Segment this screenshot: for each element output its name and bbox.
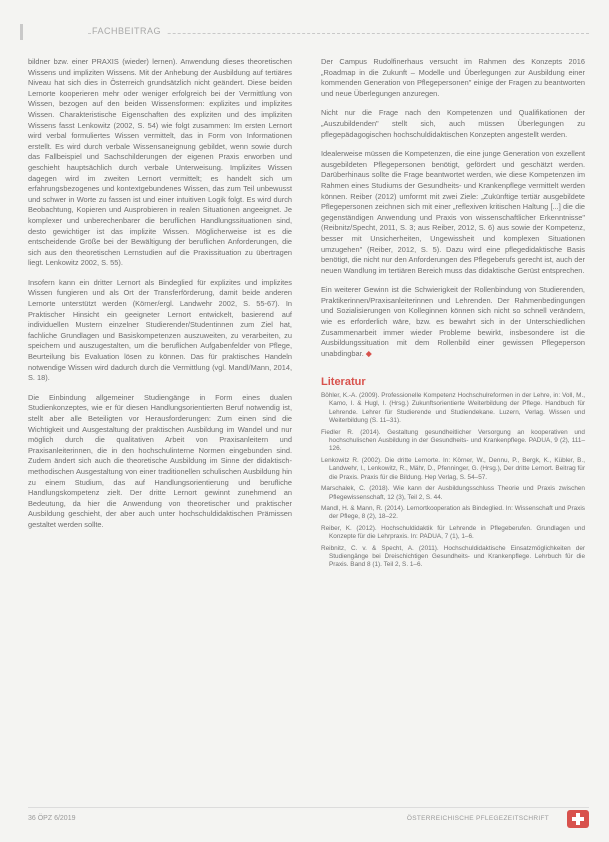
reference-item: Fiedler R. (2014). Gestaltung gesundheitlicher Versorgung an kooperativen und hochschulischen Ausbildung in der Gesundheits- und Krankenpflege. PADUA, 9 (2), 111–126. xyxy=(321,428,585,453)
section-kicker: FACHBEITRAG xyxy=(92,26,167,36)
cross-logo-icon xyxy=(567,810,589,828)
reference-item: Lenkowitz R. (2002). Die dritte Lernorte. In: Körner, W., Dennu, P., Bergk, K., Kübler, B., Landwehr, I., Lenkowitz, R., Mähr, D., Pfenninger, G. (Hrsg.), Der dritte Lernort. Beitrag für die Praxis. Praxis für die Bildung. Hep Verlag, S. 54–57. xyxy=(321,456,585,481)
closing-paragraph-text: Ein weiterer Gewinn ist die Schwierigkeit der Rollenbindung von Studierenden, Praktikerinnen/Praxisanleiterinnen und Lehrenden. Der Rahmenbedingungen und Sozialisierungen von Kolleginnen können sich nicht so schnell verändern, wie es erforderlich wäre, bzw. es bewahrt sich in der Unterschiedlichen Zusammenarbeit immer wieder Probleme bewirkt, insbesondere ist die Ausbildungssituation mit dem Rollenbild einer gewissen Pflegeperson unabdingbar. xyxy=(321,285,585,358)
reference-item: Böhler, K.-A. (2009). Professionelle Kompetenz Hochschulreformen in der Lehre, in: Voll, M., Kamo, I. & Hugl, I. (Hrsg.) Zukunftsorientierte Weiterbildung der Pflege. Handbuch für Lehrende. Lehrer für Studierende und Studiendekane. Luzern, Verlag. Wissen und Weiterbildung (S. 11–31). xyxy=(321,392,585,425)
reference-item: Reibnitz, C. v. & Specht, A. (2011). Hochschuldidaktische Einsatzmöglichkeiten der Studiengänge bei Dreischichtigen Gesundheits- und Krankenpflege. Lehrbuch für die Praxis. Band 8 (1). Teil 2, S. 1–6. xyxy=(321,544,585,569)
page-footer xyxy=(28,807,589,828)
reference-item: Reiber, K. (2012). Hochschuldidaktik für Lehrende in Pflegeberufen. Grundlagen und Konzepte für die Lehrpraxis. In: PADUA, 7 (1), 1–6. xyxy=(321,524,585,541)
reference-item: Mandl, H. & Mann, R. (2014). Lernortkooperation als Bindeglied. In: Wissenschaft und Praxis der Pflege, 8 (2), 18–22. xyxy=(321,504,585,521)
body-paragraph: Idealerweise müssen die Kompetenzen, die eine junge Generation von exzellent ausgebildeten Pflegepersonen benötigt, gefördert und geschätzt werden. Darüberhinaus sollte die Frage beantwortet werden, wie diese Kompetenzen im Rahmen eines Studiums der Gesundheits- und Krankenpflege vermittelt werden können. Reiber (2012) umformt mit zwei Ziele: „Zukünftige tertiär ausgebildete Pflegepersonen zeichnen sich mit einer „reflexiven kritischen Haltung [...] die die gegenständigen Anwendung und Praxis von wissenschaftlicher Erkenntnisse" (Reibnitz/Specht, 2011, S. 3; aus Reiber, 2012, S. 6) aus sowie der Kompetenz, besser mit Unsicherheiten, Ungewissheit und komplexen Situationen umzugehen" (Reiber, 2012, S. 5). Dazu wird eine pflegedidaktische Basis benötigt, die nicht nur den Anforderungen des Pflegeberufs gerecht ist, auch der neuen Wandlung im tertiären Bereich muss das didaktische Gerüst entsprechen. xyxy=(321,149,585,275)
literature-heading: Literatur xyxy=(321,376,366,389)
running-header xyxy=(0,24,609,42)
body-paragraph: Die Einbindung allgemeiner Studiengänge in Form eines dualen Studienkonzeptes, wie er für diesen Handlungsorientierten Beruf notwendig ist, stellt aber alle Beteiligten vor Herausforderungen: Zum einen sind die Wichtigkeit und Ausgestaltung der praktischen Ausbildung im Wandel und nur möglich durch die qualitativen Arbeit von Praxisanleitern und Praxisanleiterinnen, die in den hochschulinterne Normen eingebunden sind. Zudem ändert sich auch die theoretische Ausbildung im Sinne der didaktisch-methodischen Ausgestaltung von einer traditionellen schulischen Ausbildung hin zu einem Studium, das auf Handlungsorientierung und berufliche Handlungskompetenz zielt. Der dritte Lernort gewinnt zunehmend an Bedeutung, da hier die Anwendung von theoretischer und praktischer Ausbildung geschieht, der aber auch unter hochschuldidaktischen Prämissen gestaltet werden sollte. xyxy=(28,392,292,529)
right-column xyxy=(321,57,585,573)
journal-name: ÖSTERREICHISCHE PFLEGEZEITSCHRIFT xyxy=(406,815,549,822)
body-paragraph: Insofern kann ein dritter Lernort als Bindeglied für explizites und implizites Wissen fungieren und als Ort der Transferförderung, damit beide anderen Lernorte unterstützt werden (Körner/ergl. Landwehr 2002, S. 55-67). In Praktischer Hinsicht ein geeigneter Lernort entwickelt, basierend auf individuellen Mustern einzelner Studierender/Studentinnen zum Ziel hat, fachliche Grundlagen und Basiskompetenzen auszuweiten, zu verarbeiten, zu speichern und auszugestalten, um die beruflichen Aufgabenfelder von Pflege, Beurteilung bis Evaluation lösen zu können. Das für praktisches Handeln notwendige Wissen wird dadurch durch die Vermittlung (vgl. Mandl/Mann, 2014, S. 18). xyxy=(28,277,292,383)
header-marker xyxy=(20,24,23,40)
reference-item: Marschalek, C. (2018). Wie kann der Ausbildungsschluss Theorie und Praxis zwischen Pflegewissenschaft, 12 (3), Teil 2, S. 44. xyxy=(321,485,585,501)
body-paragraph xyxy=(321,285,585,359)
body-paragraph: Der Campus Rudolfinerhaus versucht im Rahmen des Konzepts 2016 „Roadmap in die Zukunft – Modelle und Überlegungen zur Ausbildung einer kommenden Generation von Pflegepersonen" einige der Fragen zu beantworten und neue Überlegungen anzuregen. xyxy=(321,57,585,98)
page-number: 36 ÖPZ 6/2019 xyxy=(28,815,76,822)
article-end-mark: ◆ xyxy=(365,348,372,358)
body-paragraph: bildner bzw. einer PRAXIS (wieder) lernen). Anwendung dieses theoretischen Wissens und impliziten Wissens. Mit der Anhebung der Ausbildung auf tertiäres Niveau hat sich dies in Österreich grundsätzlich nicht geändert. Diese beiden Lernorte kooperieren mehr oder weniger erfolgreich bei der Vermittlung von Wissen, bezogen auf den beiden Wissensformen: explizites und implizites Wissen. Charakteristische Eigenschaften des expliziten und des impliziten Wissens fasst Lenkowitz (2002, S. 54) wie folgt zusammen: Im ersten Lernort wird verbal formuliertes Wissen vermittelt, das in Form von Informationen erstellt. Es wird durch verbale Wissensaneignung gebildet, wenn sowie durch das Fallbeispiel und Sachschilderungen der eigenen Praxis erworben und geschieht hauptsächlich durch verbale Unterweisung. Implizites Wissen dagegen wird im zweiten Lernort vermittelt; es handelt sich um erfahrungsbezogenes und kontextgebundenes Wissen, das zum Teil unbewusst und schwer in Worte zu fassen ist und einer intuitiven Logik folgt. Es wird durch Beobachtung, Kopieren und Ausprobieren in realen Situationen angeeignet. Je komplexer und unberechenbarer die beruflichen Handlungssituationen sind, desto gewichtiger ist das implizite Wissen. Möglicherweise ist es die entscheidende Größe bei der Bewältigung der beruflichen Anforderungen, die sich aus den theoretischen Lernstudien auf die Praxissituation zu übertragen liegt. Lenkowitz 2002, S. 55). xyxy=(28,57,292,268)
body-paragraph: Nicht nur die Frage nach den Kompetenzen und Qualifikationen der „Auszubildenden" stellt sich, auch müssen Überlegungen zu pflegepädagogischen hochschuldidaktischen Konzepten angestellt werden. xyxy=(321,108,585,139)
left-column xyxy=(28,57,292,540)
